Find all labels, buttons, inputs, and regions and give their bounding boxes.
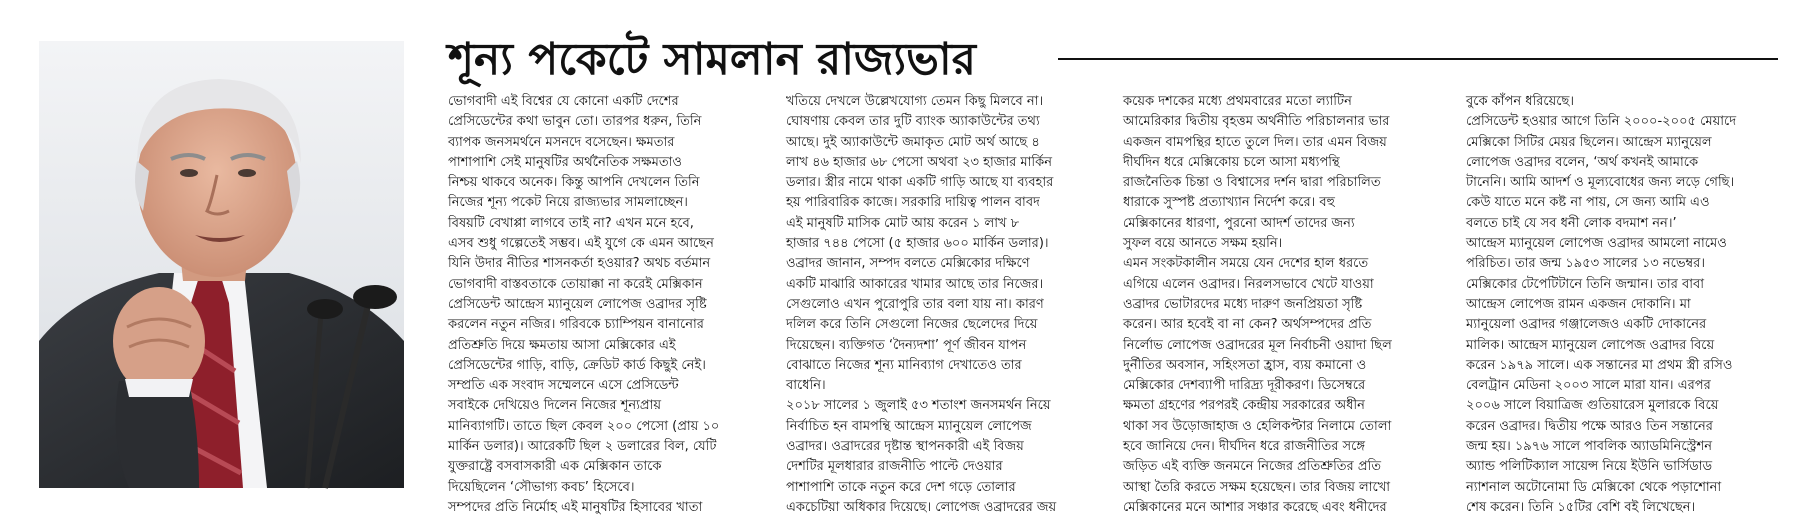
text-line: এই মানুষটি মাসিক মোট আয় করেন ১ লাখ ৮ — [786, 215, 1020, 231]
president-photo — [39, 41, 404, 488]
text-line: মেক্সিকো সিটির মেয়র ছিলেন। আন্দ্রেস ম্যানুয়েল — [1466, 134, 1712, 150]
text-line: একজন বামপন্থির হাতে তুলে দিল। তার এমন বিজয় — [1123, 134, 1387, 150]
text-line: ঘোষণায় কেবল তার দুটি ব্যাংক অ্যাকাউন্টের তথ্য — [786, 114, 1040, 130]
text-line: নির্বাচিত হন বামপন্থি আন্দ্রেস ম্যানুয়েল লোপেজ — [786, 418, 1032, 434]
text-line: হাজার ৭৪৪ পেসো (৫ হাজার ৬০০ মার্কিন ডলার)। — [786, 236, 1049, 252]
text-line: মেক্সিকোর টেপেটিটানে তিনি জন্মান। তার বাবা — [1466, 276, 1704, 292]
text-line: করলেন নতুন নজির। গরিবকে চ্যাম্পিয়ন বানানোর — [448, 317, 704, 333]
text-line: প্রতিশ্রুতি দিয়ে ক্ষমতায় আসা মেক্সিকোর এই — [448, 337, 676, 353]
text-line: রাজনৈতিক চিন্তা ও বিশ্বাসের দর্শন দ্বারা পরিচালিত — [1123, 175, 1381, 191]
speaker-portrait-illustration — [39, 41, 404, 488]
text-line: ২০১৮ সালের ১ জুলাই ৫৩ শতাংশ জনসমর্থন নিয়ে — [786, 398, 1051, 414]
text-line: নিজের শূন্য পকেট নিয়ে রাজ্যভার সামলাচ্ছেন। — [448, 195, 688, 211]
text-line: ২০০৬ সালে বিয়াত্রিজ গুতিয়ারেস মুলারকে বিয়ে — [1466, 398, 1719, 414]
text-line: দীর্ঘদিন ধরে মেক্সিকোয় চলে আসা মধ্যপন্থি — [1123, 154, 1340, 170]
text-line: মানিব্যাগটি। তাতে ছিল কেবল ২০০ পেসো (প্রায় ১০ — [448, 418, 720, 434]
text-line: বোঝাতে নিজের শূন্য মানিব্যাগ দেখাতেও তার — [786, 357, 1022, 373]
text-line: ওব্রাদর জানান, সম্পদ বলতে মেক্সিকোর দক্ষিণে — [786, 256, 1030, 272]
text-line: পাশাপাশি তাকে নতুন করে দেশ গড়ে তোলার — [786, 479, 1016, 495]
text-line: মেক্সিকোর দেশব্যাপী দারিদ্র্য দূরীকরণ। ডিসেম্বরে — [1123, 378, 1366, 394]
text-line: যুক্তরাষ্ট্রে বসবাসকারী এক মেক্সিকান তাকে — [448, 459, 662, 475]
text-line: ভোগবাদী বাস্তবতাকে তোয়াক্কা না করেই মেক্সিকান — [448, 276, 703, 292]
text-line: জড়িত এই ব্যক্তি জনমনে নিজের প্রতিশ্রুতির প্রতি — [1123, 459, 1381, 475]
text-line: ওব্রাদর ভোটারদের মধ্যে দারুণ জনপ্রিয়তা সৃষ্টি — [1123, 296, 1363, 312]
text-line: লাখ ৪৬ হাজার ৬৮ পেসো অথবা ২৩ হাজার মার্কিন — [786, 154, 1052, 170]
text-line: সেগুলোও এখন পুরোপুরি তার বলা যায় না। কারণ — [786, 296, 1044, 312]
text-line: যিনি উদার নীতির শাসনকর্তা হওয়ার? অথচ বর্তমান — [448, 256, 711, 272]
text-line: করেন ১৯৭৯ সালে। এক সন্তানের মা প্রথম স্ত্রী রসিও — [1466, 357, 1733, 373]
article-column-4 — [1466, 92, 1784, 515]
text-line: প্রেসিডেন্ট আন্দ্রেস ম্যানুয়েল লোপেজ ওব্রাদর সৃষ্টি — [448, 296, 707, 312]
text-line: কেউ যাতে মনে কষ্ট না পায়, সে জন্য আমি এও — [1466, 195, 1710, 211]
text-line: অ্যান্ড পলিটিক্যাল সায়েন্স নিয়ে ইউনি ভার্সিডাড — [1466, 459, 1713, 475]
text-line: মার্কিন ডলার)। আরেকটি ছিল ২ ডলারের বিল, যেটি — [448, 439, 717, 455]
text-line: ম্যানুয়েলা ওব্রাদর গঞ্জালেজও একটি দোকানের — [1466, 317, 1707, 333]
headline: শূন্য পকেটে সামলান রাজ্যভার — [448, 34, 976, 85]
text-line: জন্ম হয়। ১৯৭৬ সালে পাবলিক অ্যাডমিনিস্ট্রেশন — [1466, 439, 1712, 455]
text-line: ধারাকে সুস্পষ্ট প্রত্যাখ্যান নির্দেশ করে। বহু — [1123, 195, 1335, 211]
text-line: লোপেজ ওব্রাদর বলেন, ‘অর্থ কখনই আমাকে — [1466, 154, 1699, 170]
text-line: এগিয়ে এলেন ওব্রাদর। নিরলসভাবে খেটে যাওয়া — [1123, 276, 1374, 292]
text-line: মেক্সিকানের মনে আশার সঞ্চার করেছে এবং ধনীদের — [1123, 499, 1387, 515]
text-line: হয় পারিবারিক কাজে। সরকারি দায়িত্ব পালন বাবদ — [786, 195, 1040, 211]
text-line: পরিচিত। তার জন্ম ১৯৫৩ সালের ১৩ নভেম্বর। — [1466, 256, 1705, 272]
text-line: ন্যাশনাল অটোনোমা ডি মেক্সিকো থেকে পড়াশোনা — [1466, 479, 1722, 495]
headline-row — [448, 28, 1778, 92]
text-line: দিয়েছেন। ব্যক্তিগত ‘দৈন্যদশা’ পূর্ণ জীবন যাপন — [786, 337, 1027, 353]
text-line: ব্যাপক জনসমর্থনে মসনদে বসেছেন। ক্ষমতার — [448, 134, 675, 150]
text-line: ওব্রাদর। ওব্রাদরের দৃষ্টান্ত স্থাপনকারী এই বিজয় — [786, 439, 1024, 455]
text-line: মালিক। আন্দ্রেস ম্যানুয়েল লোপেজ ওব্রাদর বিয়ে — [1466, 337, 1715, 353]
text-line: খতিয়ে দেখলে উল্লেখযোগ্য তেমন কিছু মিলবে না। — [786, 94, 1044, 109]
text-line: দেশটির মূলধারার রাজনীতি পাল্টে দেওয়ার — [786, 459, 1003, 475]
text-line: বেলট্রান মেডিনা ২০০৩ সালে মারা যান। এরপর — [1466, 378, 1711, 394]
text-line: এসব শুধু গল্পেতেই সম্ভব। এই যুগে কে এমন আছেন — [448, 236, 714, 252]
text-line: আমেরিকার দ্বিতীয় বৃহত্তম অর্থনীতি পরিচালনার ভার — [1123, 114, 1390, 130]
text-line: ডলার। স্ত্রীর নামে থাকা একটি গাড়ি আছে যা ব্যবহার — [786, 175, 1054, 191]
text-line: হবে জানিয়ে দেন। দীর্ঘদিন ধরে রাজনীতির সঙ্গে — [1123, 439, 1365, 455]
text-line: ক্ষমতা গ্রহণের পরপরই কেন্দ্রীয় সরকারের অধীন — [1123, 398, 1365, 414]
text-line: প্রেসিডেন্ট হওয়ার আগে তিনি ২০০০-২০০৫ মেয়াদে — [1466, 114, 1737, 130]
text-line: প্রেসিডেন্টের কথা ভাবুন তো। তারপর ধরুন, তিনি — [448, 114, 702, 130]
text-line: একটি মাঝারি আকারের খামার আছে তার নিজের। — [786, 276, 1044, 292]
text-line: করেন। আর হবেই বা না কেন? অর্থসম্পদের প্রতি — [1123, 317, 1372, 333]
text-line: সবাইকে দেখিয়েও দিলেন নিজের শূন্যপ্রায় — [448, 398, 662, 414]
text-line: সম্প্রতি এক সংবাদ সম্মেলনে এসে প্রেসিডেন্ট — [448, 378, 679, 394]
text-line: আন্দ্রেস ম্যানুয়েল লোপেজ ওব্রাদর আমলো নামেও — [1466, 236, 1727, 252]
text-line: প্রেসিডেন্টের গাড়ি, বাড়ি, ক্রেডিট কার্ড কিছুই নেই। — [448, 357, 706, 373]
article-column-2 — [786, 92, 1104, 515]
text-line: পাশাপাশি সেই মানুষটির অর্থনৈতিক সক্ষমতাও — [448, 154, 682, 170]
text-line: নিশ্চয় থাকবে অনেক। কিন্তু আপনি দেখলেন তিনি — [448, 175, 700, 191]
headline-rule — [1058, 58, 1778, 60]
article-column-3 — [1123, 92, 1446, 515]
text-line: একচেটিয়া অধিকার দিয়েছে। লোপেজ ওব্রাদরের জয় — [786, 499, 1057, 515]
text-line: দুর্নীতির অবসান, সহিংসতা হ্রাস, ব্যয় কমানো ও — [1123, 357, 1367, 373]
text-line: বাধেনি। — [786, 378, 826, 394]
text-line: মেক্সিকানের ধারণা, পুরনো আদর্শ তাদের জন্য — [1123, 215, 1355, 231]
text-line: সম্পদের প্রতি নির্মোহ এই মানুষটির হিসাবের খাতা — [448, 499, 703, 515]
text-line: বিষয়টি বেখাপ্পা লাগবে তাই না? এখন মনে হবে, — [448, 215, 694, 231]
text-line: শেষ করেন। তিনি ১৫টির বেশি বই লিখেছেন। — [1466, 499, 1696, 515]
text-line: আন্দ্রেস লোপেজ রামন একজন দোকানি। মা — [1466, 296, 1691, 312]
text-line: ভোগবাদী এই বিশ্বের যে কোনো একটি দেশের — [448, 94, 679, 109]
text-line: সুফল বয়ে আনতে সক্ষম হয়নি। — [1123, 236, 1283, 252]
article-column-1 — [448, 92, 766, 515]
text-line: দলিল করে তিনি সেগুলো নিজের ছেলেদের দিয়ে — [786, 317, 1038, 333]
text-line: বুকে কাঁপন ধরিয়েছে। — [1466, 94, 1575, 109]
text-line: করেন ওব্রাদর। দ্বিতীয় পক্ষে আরও তিন সন্তানের — [1466, 418, 1713, 434]
text-line: আছে। দুই অ্যাকাউন্টে জমাকৃত মোট অর্থ আছে ৪ — [786, 134, 1040, 150]
text-line: নির্লোভ লোপেজ ওব্রাদরের মূল নির্বাচনী ওয়াদা ছিল — [1123, 337, 1392, 353]
text-line: কয়েক দশকের মধ্যে প্রথমবারের মতো ল্যাটিন — [1123, 94, 1352, 109]
text-line: আস্থা তৈরি করতে সক্ষম হয়েছেন। তার বিজয় লাখো — [1123, 479, 1391, 495]
text-line: বলতে চাই যে সব ধনী লোক বদমাশ নন।’ — [1466, 215, 1677, 231]
text-line: দিয়েছিলেন ‘সৌভাগ্য কবচ’ হিসেবে। — [448, 479, 635, 495]
text-line: এমন সংকটকালীন সময়ে যেন দেশের হাল ধরতে — [1123, 256, 1369, 272]
text-line: থাকা সব উড়োজাহাজ ও হেলিকপ্টার নিলামে তোলা — [1123, 418, 1392, 434]
text-line: টানেনি। আমি আদর্শ ও মূল্যবোধের জন্য লড়ে গেছি। — [1466, 175, 1735, 191]
